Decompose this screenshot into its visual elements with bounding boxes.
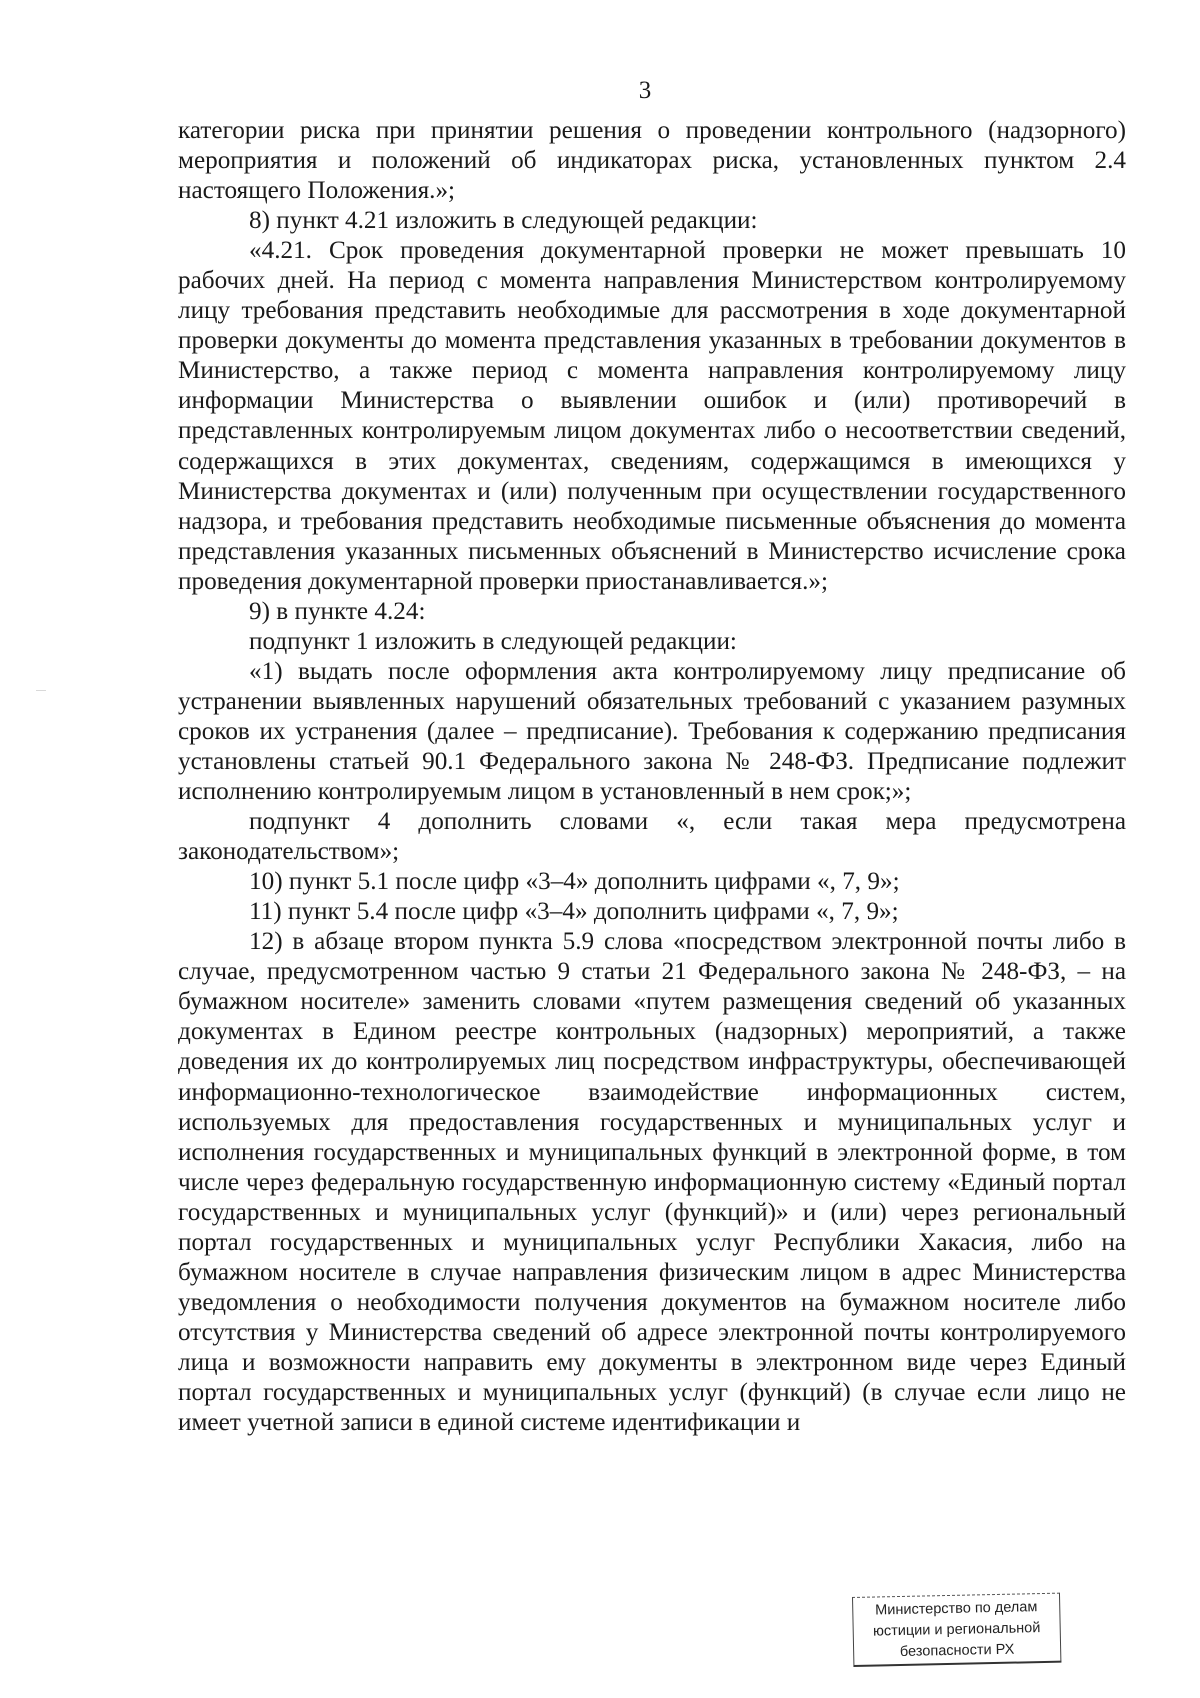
stamp-line-3: безопасности РХ [899,1641,1015,1661]
paragraph-subitem-1-intro: подпункт 1 изложить в следующей редакции: [249,627,737,655]
paragraph-continuation: категории риска при принятии решения о проведении контрольного (надзорного) мероприятия и положений об индикаторах риска, установленных пунктом 2.4 настоящего Положения.»; [178,117,1126,205]
margin-mark [36,690,46,691]
page-number: 3 [638,77,652,104]
registration-stamp [852,1593,1061,1667]
stamp-line-2: юстиции и региональной [872,1620,1041,1640]
paragraph-item-9: 9) в пункте 4.24: [249,597,426,625]
paragraph-item-8: 8) пункт 4.21 изложить в следующей редакции: [249,207,758,235]
stamp-line-1: Министерство по делам [875,1599,1038,1619]
paragraph-item-11: 11) пункт 5.4 после цифр «3–4» дополнить цифрами «, 7, 9»; [249,898,899,926]
paragraph-item-12: 12) в абзаце втором пункта 5.9 слова «посредством электронной почты либо в случае, предусмотренном частью 9 статьи 21 Федерального закона № 248-ФЗ, – на бумажном носителе» заменить словами «путем размещения сведений об указанных документах в Едином реестре контрольных (надзорных) мероприятий, а также доведения их до контролируемых лиц посредством инфраструктуры, обеспечивающей информационно-технологическое взаимодействие информационных систем, используемых для предоставления государственных и муниципальных услуг и исполнения государственных и муниципальных функций в электронной форме, в том числе через федеральную государственную информационную систему «Единый портал государственных и муниципальных услуг (функций)» и (или) через региональный портал государственных и муниципальных услуг Республики Хакасия, либо на бумажном носителе в случае направления физическим лицом в адрес Министерства уведомления о необходимости получения документов на бумажном носителе либо отсутствия у Министерства сведений об адресе электронной почты контролируемого лица и возможности направить ему документы в электронном виде через Единый портал государственных и муниципальных услуг (функций) (в случае если лицо не имеет учетной записи в единой системе идентификации и [178,928,1126,1437]
document-body [178,116,1126,1438]
paragraph-4-21-text: «4.21. Срок проведения документарной проверки не может превышать 10 рабочих дней. На период с момента направления Министерством контролируемому лицу требования представить необходимые для рассмотрения в ходе документарной проверки документы до момента представления указанных в требовании документов в Министерство, а также период с момента направления контролируемому лицу информации Министерства о выявлении ошибок и (или) противоречий в представленных контролируемым лицом документах либо о несоответствии сведений, содержащихся в этих документах, сведениям, содержащимся в имеющихся у Министерства документах и (или) полученным при осуществлении государственного надзора, и требования представить необходимые письменные объяснения до момента представления указанных письменных объяснений в Министерство исчисление срока проведения документарной проверки приостанавливается.»; [178,237,1126,595]
paragraph-item-10: 10) пункт 5.1 после цифр «3–4» дополнить цифрами «, 7, 9»; [249,868,900,896]
paragraph-subitem-1-text: «1) выдать после оформления акта контролируемому лицу предписание об устранении выявленных нарушений обязательных требований с указанием разумных сроков их устранения (далее – предписание). Требования к содержанию предписания установлены статьей 90.1 Федерального закона № 248-ФЗ. Предписание подлежит исполнению контролируемым лицом в установленный в нем срок;»; [178,657,1126,806]
paragraph-subitem-4: подпункт 4 дополнить словами «, если такая мера предусмотрена законодательством»; [178,808,1126,866]
